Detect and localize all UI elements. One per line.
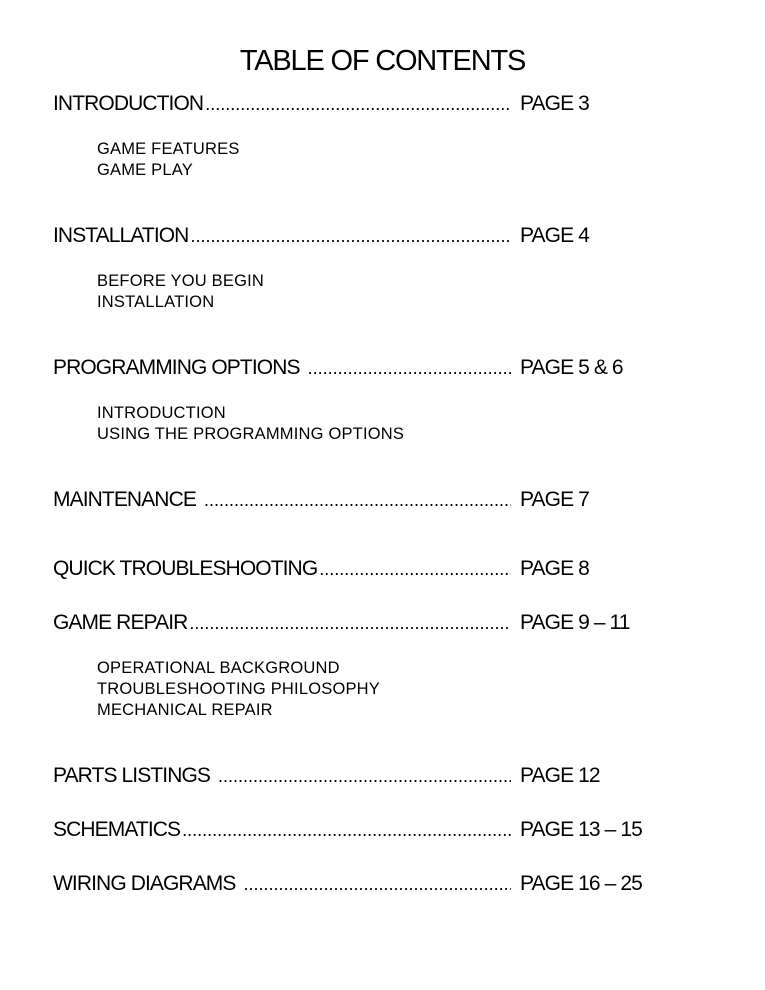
toc-entry-page: PAGE 5 & 6 xyxy=(520,356,623,379)
toc-subitem: USING THE PROGRAMMING OPTIONS xyxy=(97,425,405,443)
toc-entry-name: MAINTENANCE xyxy=(53,488,196,511)
toc-entry-name: GAME REPAIR xyxy=(53,611,188,634)
toc-entry-installation[interactable] xyxy=(0,223,765,249)
toc-subitem: OPERATIONAL BACKGROUND xyxy=(97,659,340,677)
toc-subitem: BEFORE YOU BEGIN xyxy=(97,272,265,290)
dot-leader xyxy=(210,763,511,789)
toc-entry-programming-options[interactable] xyxy=(0,355,765,381)
toc-entry-name: QUICK TROUBLESHOOTING xyxy=(53,557,318,580)
toc-entry-game-repair[interactable] xyxy=(0,610,765,636)
dot-leader xyxy=(300,355,511,381)
toc-subitem: MECHANICAL REPAIR xyxy=(97,701,273,719)
toc-entry-page: PAGE 13 – 15 xyxy=(520,818,642,841)
page-title: TABLE OF CONTENTS xyxy=(239,45,526,77)
toc-entry-name: PROGRAMMING OPTIONS xyxy=(53,356,300,379)
toc-entry-page: PAGE 16 – 25 xyxy=(520,872,642,895)
toc-entry-maintenance[interactable] xyxy=(0,487,765,513)
toc-entry-name: WIRING DIAGRAMS xyxy=(53,872,236,895)
toc-entry-page: PAGE 9 – 11 xyxy=(520,611,630,634)
toc-subitem: TROUBLESHOOTING PHILOSOPHY xyxy=(97,680,381,698)
dot-leader xyxy=(196,487,511,513)
dot-leader xyxy=(187,610,511,636)
toc-entry-name: INTRODUCTION xyxy=(53,92,204,115)
toc-subitem: INSTALLATION xyxy=(97,293,215,311)
toc-subitem: INTRODUCTION xyxy=(97,404,226,422)
toc-entry-parts-listings[interactable] xyxy=(0,763,765,789)
toc-entry-name: SCHEMATICS xyxy=(53,818,181,841)
dot-leader xyxy=(203,91,511,117)
dot-leader xyxy=(317,556,511,582)
toc-entry-quick-troubleshooting[interactable] xyxy=(0,556,765,582)
toc-subitem: GAME FEATURES xyxy=(97,140,240,158)
toc-entry-page: PAGE 3 xyxy=(520,92,589,115)
toc-entry-name: INSTALLATION xyxy=(53,224,189,247)
dot-leader xyxy=(236,871,511,897)
toc-entry-page: PAGE 12 xyxy=(520,764,600,787)
toc-entry-schematics[interactable] xyxy=(0,817,765,843)
dot-leader xyxy=(188,223,511,249)
toc-subitem: GAME PLAY xyxy=(97,161,193,179)
toc-entry-name: PARTS LISTINGS xyxy=(53,764,210,787)
toc-entry-introduction[interactable] xyxy=(0,91,765,117)
toc-entry-page: PAGE 7 xyxy=(520,488,589,511)
toc-entry-page: PAGE 8 xyxy=(520,557,589,580)
toc-entry-wiring-diagrams[interactable] xyxy=(0,871,765,897)
toc-entry-page: PAGE 4 xyxy=(520,224,589,247)
dot-leader xyxy=(180,817,511,843)
